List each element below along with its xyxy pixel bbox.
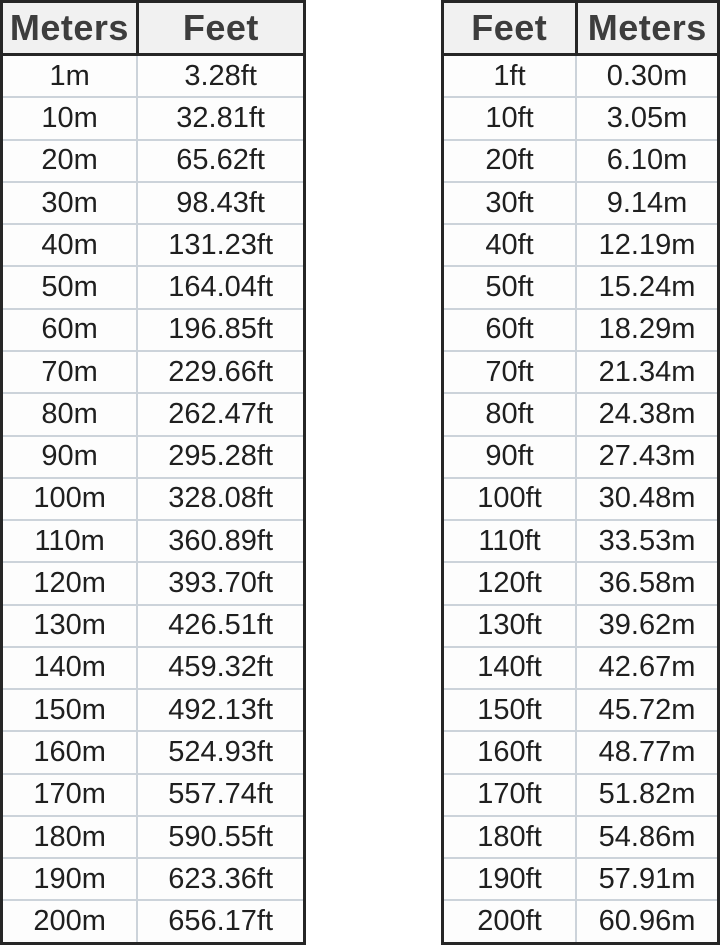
table-cell: 39.62m bbox=[576, 605, 718, 647]
table-row bbox=[443, 182, 719, 224]
table-cell: 60m bbox=[2, 309, 138, 351]
table-cell: 426.51ft bbox=[137, 605, 304, 647]
table-cell: 360.89ft bbox=[137, 520, 304, 562]
table-row bbox=[443, 309, 719, 351]
table-cell: 295.28ft bbox=[137, 436, 304, 478]
feet-to-meters-table bbox=[441, 0, 720, 945]
table-cell: 50m bbox=[2, 266, 138, 308]
table-cell: 3.28ft bbox=[137, 55, 304, 98]
table-cell: 130m bbox=[2, 605, 138, 647]
table-row bbox=[2, 520, 305, 562]
table-cell: 120m bbox=[2, 562, 138, 604]
table-cell: 120ft bbox=[443, 562, 577, 604]
table-row bbox=[2, 182, 305, 224]
table-cell: 15.24m bbox=[576, 266, 718, 308]
table-cell: 190m bbox=[2, 858, 138, 900]
table-row bbox=[443, 97, 719, 139]
table-row bbox=[2, 436, 305, 478]
table-row bbox=[443, 436, 719, 478]
table-cell: 160ft bbox=[443, 731, 577, 773]
table-row bbox=[443, 351, 719, 393]
table-row bbox=[443, 900, 719, 943]
table-cell: 150m bbox=[2, 689, 138, 731]
table-cell: 3.05m bbox=[576, 97, 718, 139]
table-cell: 170ft bbox=[443, 774, 577, 816]
table-cell: 557.74ft bbox=[137, 774, 304, 816]
table-cell: 9.14m bbox=[576, 182, 718, 224]
table-cell: 90ft bbox=[443, 436, 577, 478]
table-cell: 110m bbox=[2, 520, 138, 562]
table-cell: 65.62ft bbox=[137, 140, 304, 182]
table-row bbox=[2, 478, 305, 520]
table-row bbox=[2, 858, 305, 900]
table-row bbox=[443, 562, 719, 604]
table-cell: 18.29m bbox=[576, 309, 718, 351]
table-cell: 140ft bbox=[443, 647, 577, 689]
table-row bbox=[443, 393, 719, 435]
table-row bbox=[2, 647, 305, 689]
table-cell: 656.17ft bbox=[137, 900, 304, 943]
table-cell: 45.72m bbox=[576, 689, 718, 731]
table-cell: 36.58m bbox=[576, 562, 718, 604]
table-row bbox=[2, 393, 305, 435]
table-row bbox=[2, 774, 305, 816]
table-cell: 180ft bbox=[443, 816, 577, 858]
table-row bbox=[443, 55, 719, 98]
table-cell: 60.96m bbox=[576, 900, 718, 943]
table-row bbox=[443, 478, 719, 520]
table-cell: 51.82m bbox=[576, 774, 718, 816]
table-cell: 98.43ft bbox=[137, 182, 304, 224]
table-cell: 48.77m bbox=[576, 731, 718, 773]
table-cell: 200m bbox=[2, 900, 138, 943]
table-cell: 140m bbox=[2, 647, 138, 689]
table-cell: 170m bbox=[2, 774, 138, 816]
table-cell: 200ft bbox=[443, 900, 577, 943]
table-cell: 70ft bbox=[443, 351, 577, 393]
table-cell: 150ft bbox=[443, 689, 577, 731]
table-cell: 492.13ft bbox=[137, 689, 304, 731]
table-cell: 24.38m bbox=[576, 393, 718, 435]
column-header: Feet bbox=[137, 2, 304, 55]
table-cell: 33.53m bbox=[576, 520, 718, 562]
table-row bbox=[443, 605, 719, 647]
table-cell: 1m bbox=[2, 55, 138, 98]
table-row bbox=[443, 224, 719, 266]
column-header: Meters bbox=[2, 2, 138, 55]
table-header-row bbox=[443, 2, 719, 55]
table-cell: 524.93ft bbox=[137, 731, 304, 773]
table-cell: 32.81ft bbox=[137, 97, 304, 139]
table-cell: 42.67m bbox=[576, 647, 718, 689]
table-cell: 459.32ft bbox=[137, 647, 304, 689]
table-cell: 80m bbox=[2, 393, 138, 435]
table-cell: 20ft bbox=[443, 140, 577, 182]
table-cell: 80ft bbox=[443, 393, 577, 435]
table-cell: 623.36ft bbox=[137, 858, 304, 900]
table-cell: 10ft bbox=[443, 97, 577, 139]
table-cell: 100ft bbox=[443, 478, 577, 520]
table-row bbox=[443, 689, 719, 731]
table-row bbox=[2, 309, 305, 351]
table-row bbox=[2, 689, 305, 731]
table-cell: 6.10m bbox=[576, 140, 718, 182]
table-row bbox=[2, 224, 305, 266]
table-row bbox=[443, 731, 719, 773]
table-cell: 1ft bbox=[443, 55, 577, 98]
table-cell: 196.85ft bbox=[137, 309, 304, 351]
table-cell: 30ft bbox=[443, 182, 577, 224]
table-cell: 21.34m bbox=[576, 351, 718, 393]
table-cell: 100m bbox=[2, 478, 138, 520]
table-cell: 131.23ft bbox=[137, 224, 304, 266]
table-row bbox=[443, 816, 719, 858]
table-row bbox=[2, 816, 305, 858]
table-cell: 164.04ft bbox=[137, 266, 304, 308]
table-cell: 393.70ft bbox=[137, 562, 304, 604]
column-header: Meters bbox=[576, 2, 718, 55]
column-header: Feet bbox=[443, 2, 577, 55]
table-cell: 90m bbox=[2, 436, 138, 478]
table-row bbox=[443, 858, 719, 900]
table-body bbox=[2, 55, 305, 944]
table-cell: 57.91m bbox=[576, 858, 718, 900]
table-cell: 130ft bbox=[443, 605, 577, 647]
table-cell: 190ft bbox=[443, 858, 577, 900]
table-cell: 110ft bbox=[443, 520, 577, 562]
table-row bbox=[2, 55, 305, 98]
table-row bbox=[2, 605, 305, 647]
table-row bbox=[443, 647, 719, 689]
table-row bbox=[2, 351, 305, 393]
table-row bbox=[2, 140, 305, 182]
table-header-row bbox=[2, 2, 305, 55]
table-row bbox=[443, 774, 719, 816]
table-cell: 50ft bbox=[443, 266, 577, 308]
table-cell: 20m bbox=[2, 140, 138, 182]
table-cell: 229.66ft bbox=[137, 351, 304, 393]
table-cell: 10m bbox=[2, 97, 138, 139]
table-cell: 60ft bbox=[443, 309, 577, 351]
meters-to-feet-table bbox=[0, 0, 306, 945]
table-cell: 30m bbox=[2, 182, 138, 224]
table-row bbox=[2, 266, 305, 308]
table-cell: 54.86m bbox=[576, 816, 718, 858]
table-cell: 262.47ft bbox=[137, 393, 304, 435]
table-cell: 70m bbox=[2, 351, 138, 393]
table-row bbox=[2, 731, 305, 773]
table-row bbox=[2, 97, 305, 139]
table-cell: 160m bbox=[2, 731, 138, 773]
table-row bbox=[443, 520, 719, 562]
table-cell: 590.55ft bbox=[137, 816, 304, 858]
table-row bbox=[2, 900, 305, 943]
table-cell: 27.43m bbox=[576, 436, 718, 478]
table-cell: 30.48m bbox=[576, 478, 718, 520]
table-cell: 0.30m bbox=[576, 55, 718, 98]
table-row bbox=[443, 266, 719, 308]
table-cell: 40m bbox=[2, 224, 138, 266]
table-cell: 180m bbox=[2, 816, 138, 858]
table-cell: 40ft bbox=[443, 224, 577, 266]
table-body bbox=[443, 55, 719, 944]
table-cell: 328.08ft bbox=[137, 478, 304, 520]
table-row bbox=[443, 140, 719, 182]
table-cell: 12.19m bbox=[576, 224, 718, 266]
table-row bbox=[2, 562, 305, 604]
